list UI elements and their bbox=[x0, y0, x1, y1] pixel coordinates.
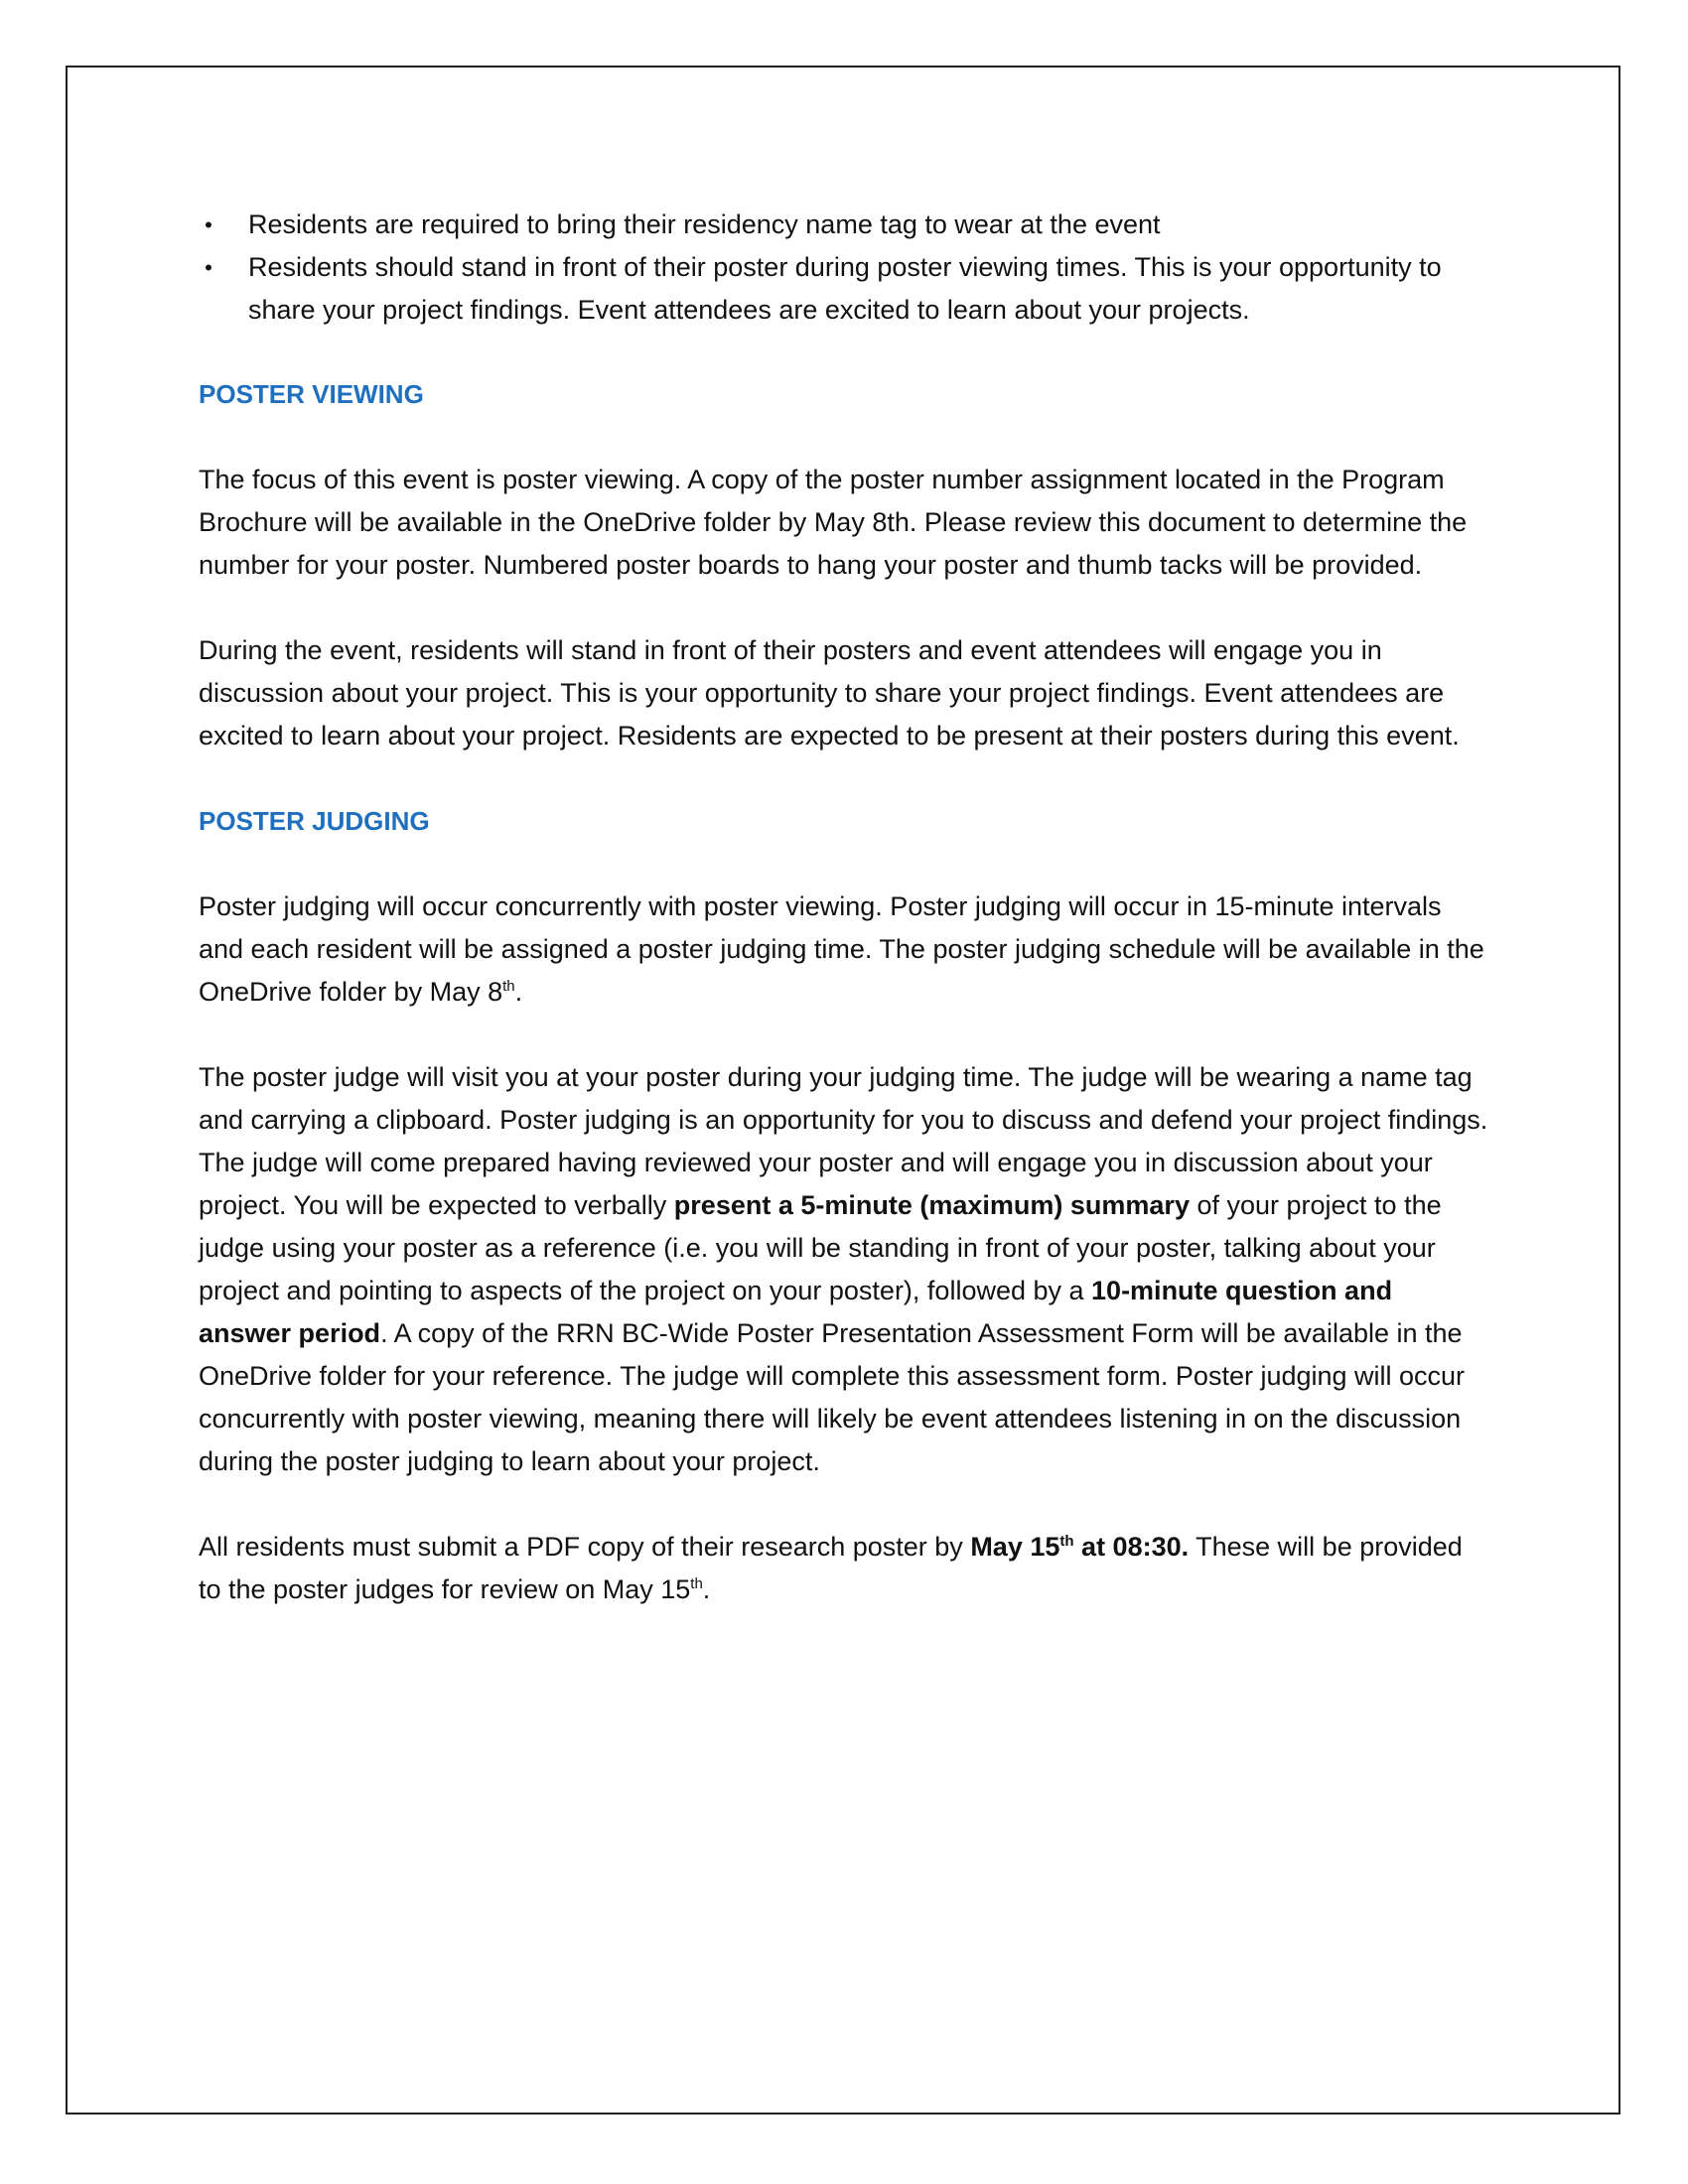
superscript: th bbox=[1059, 1533, 1074, 1550]
section-heading-poster-viewing: POSTER VIEWING bbox=[199, 379, 424, 409]
list-item-text: Residents should stand in front of their poster during poster viewing times. This is your opportunity to share your project findings. Event attendees are excited to learn about your projects. bbox=[248, 252, 1442, 325]
paragraph bbox=[199, 886, 1489, 1014]
list-item-text: Residents are required to bring their residency name tag to wear at the event bbox=[248, 209, 1161, 239]
document-body bbox=[199, 204, 1489, 1611]
paragraph bbox=[199, 1056, 1489, 1483]
text-run: These will be provided to the poster judges for review on May 15 bbox=[199, 1532, 1463, 1604]
bold-text: 10-minute question and answer period bbox=[199, 1276, 1393, 1348]
bold-text bbox=[970, 1532, 1189, 1562]
section-heading-poster-judging: POSTER JUDGING bbox=[199, 806, 430, 836]
bullet-icon: • bbox=[205, 255, 212, 280]
paragraph: During the event, residents will stand in front of their posters and event attendees will engage you in discussion about your project. This is your opportunity to share your project findings. Event attendees are excited to learn about your project. Residents are expected to be present at their posters during this event. bbox=[199, 635, 1460, 751]
text-run: . bbox=[702, 1574, 711, 1604]
superscript: th bbox=[690, 1575, 703, 1592]
requirements-list bbox=[199, 204, 1489, 332]
text-run: . A copy of the RRN BC-Wide Poster Presentation Assessment Form will be available in the OneDrive folder for your reference. The judge will complete this assessment form. Poster judging will occur concurrently with poster viewing, meaning there will likely be event attendees listening in on the discussion during the poster judging to learn about your project. bbox=[199, 1318, 1466, 1476]
text-run: Poster judging will occur concurrently with poster viewing. Poster judging will occur in 15-minute intervals and each resident will be assigned a poster judging time. The poster judging schedule will be available in the OneDrive folder by May 8 bbox=[199, 891, 1484, 1007]
paragraph bbox=[199, 1526, 1489, 1611]
text-run: The poster judge will visit you at your poster during your judging time. The judge will be wearing a name tag and carrying a clipboard. Poster judging is an opportunity for you to discuss and defend your project findings. The judge will come prepared having reviewed your poster and will engage you in discussion about your project. You will be expected to verbally bbox=[199, 1062, 1488, 1220]
text-run: of your project to the judge using your poster as a reference (i.e. you will be standing in front of your poster, talking about your project and pointing to aspects of the project on your poster), followed by a bbox=[199, 1190, 1442, 1305]
bullet-icon: • bbox=[205, 212, 212, 237]
superscript: th bbox=[502, 978, 515, 995]
list-item bbox=[199, 246, 1489, 332]
text-run: All residents must submit a PDF copy of their research poster by bbox=[199, 1532, 971, 1562]
text-run: . bbox=[514, 977, 523, 1007]
text-run: May 15 bbox=[970, 1532, 1060, 1562]
list-item bbox=[199, 204, 1489, 246]
paragraph: The focus of this event is poster viewing. A copy of the poster number assignment located in the Program Brochure will be available in the OneDrive folder by May 8th. Please review this document to determine the number for your poster. Numbered poster boards to hang your poster and thumb tacks will be provided. bbox=[199, 465, 1468, 580]
text-run: at 08:30. bbox=[1073, 1532, 1190, 1562]
bold-text: present a 5-minute (maximum) summary bbox=[673, 1190, 1190, 1220]
